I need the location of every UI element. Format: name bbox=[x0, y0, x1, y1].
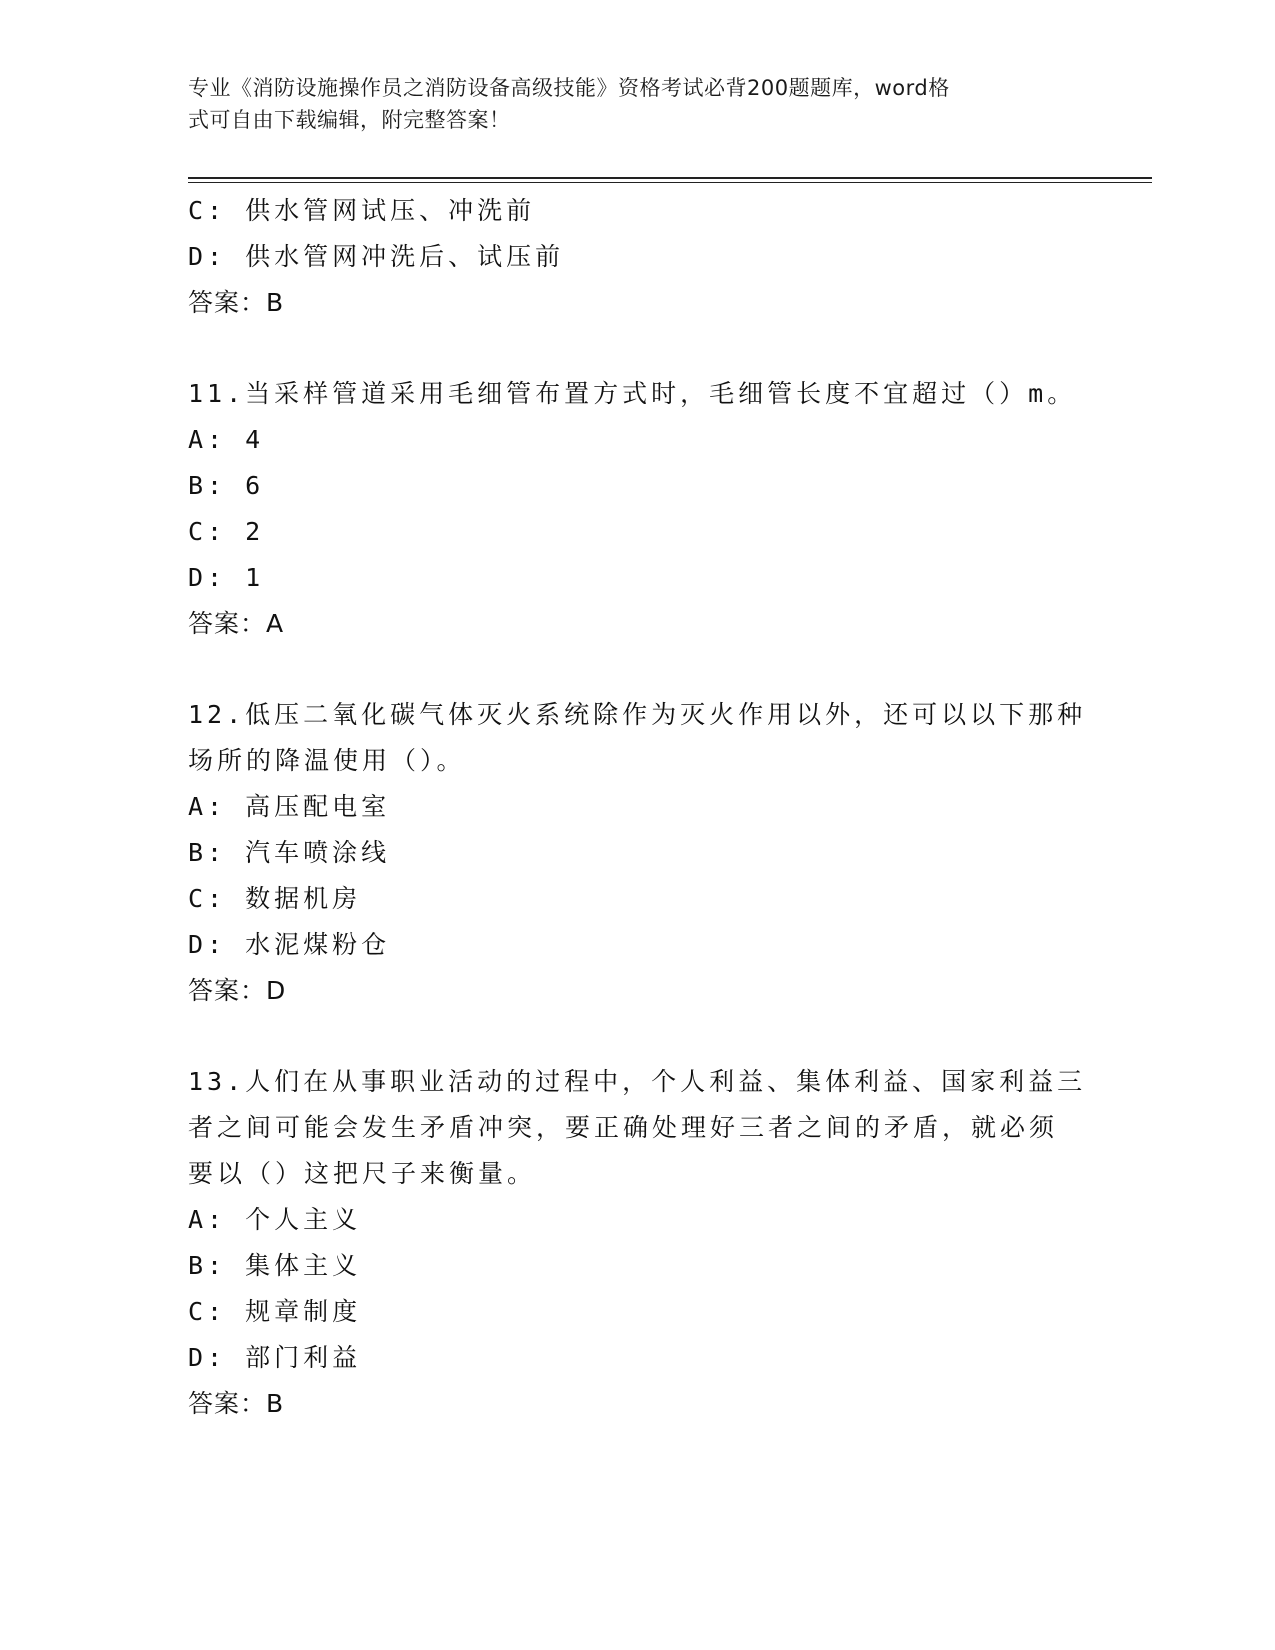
spacer bbox=[188, 647, 1088, 692]
question-text: 12.低压二氧化碳气体灭火系统除作为灭火作用以外，还可以以下那种 bbox=[188, 700, 1087, 729]
answer-label: 答案：D bbox=[188, 976, 287, 1005]
question-text-continued: 场所的降温使用（）。 bbox=[188, 746, 466, 775]
spacer bbox=[188, 1014, 1088, 1059]
answer-label: 答案：A bbox=[188, 609, 285, 638]
option-b: B: 集体主义 bbox=[188, 1251, 362, 1280]
option-a: A: 高压配电室 bbox=[188, 792, 391, 821]
option-b: B: 6 bbox=[188, 471, 265, 500]
header-line-1: 专业《消防设施操作员之消防设备高级技能》资格考试必背200题题库，word格 bbox=[188, 76, 950, 100]
question-text-continued: 者之间可能会发生矛盾冲突，要正确处理好三者之间的矛盾，就必须 bbox=[188, 1113, 1059, 1142]
option-c: C: 数据机房 bbox=[188, 884, 362, 913]
question-10-tail bbox=[188, 188, 1088, 326]
answer-label: 答案：B bbox=[188, 288, 285, 317]
spacer bbox=[188, 326, 1088, 371]
question-text: 11.当采样管道采用毛细管布置方式时，毛细管长度不宜超过（）m。 bbox=[188, 379, 1077, 408]
question-text: 13.人们在从事职业活动的过程中，个人利益、集体利益、国家利益三 bbox=[188, 1067, 1087, 1096]
option-a: A: 个人主义 bbox=[188, 1205, 362, 1234]
header-rule-thin bbox=[188, 182, 1152, 183]
option-d: D: 部门利益 bbox=[188, 1343, 362, 1372]
option-d: D: 供水管网冲洗后、试压前 bbox=[188, 242, 565, 271]
option-b: B: 汽车喷涂线 bbox=[188, 838, 391, 867]
header-line-2: 式可自由下载编辑，附完整答案！ bbox=[188, 108, 511, 132]
question-11 bbox=[188, 371, 1088, 647]
question-12 bbox=[188, 692, 1088, 1014]
question-list bbox=[188, 188, 1088, 1427]
question-text-continued: 要以（）这把尺子来衡量。 bbox=[188, 1159, 537, 1188]
answer-label: 答案：B bbox=[188, 1389, 285, 1418]
option-d: D: 水泥煤粉仓 bbox=[188, 930, 391, 959]
header-rule-thick bbox=[188, 177, 1152, 179]
option-c: C: 供水管网试压、冲洗前 bbox=[188, 196, 536, 225]
question-13 bbox=[188, 1059, 1088, 1427]
option-c: C: 规章制度 bbox=[188, 1297, 362, 1326]
option-c: C: 2 bbox=[188, 517, 265, 546]
option-d: D: 1 bbox=[188, 563, 265, 592]
option-a: A: 4 bbox=[188, 425, 265, 454]
document-header bbox=[188, 72, 1068, 136]
